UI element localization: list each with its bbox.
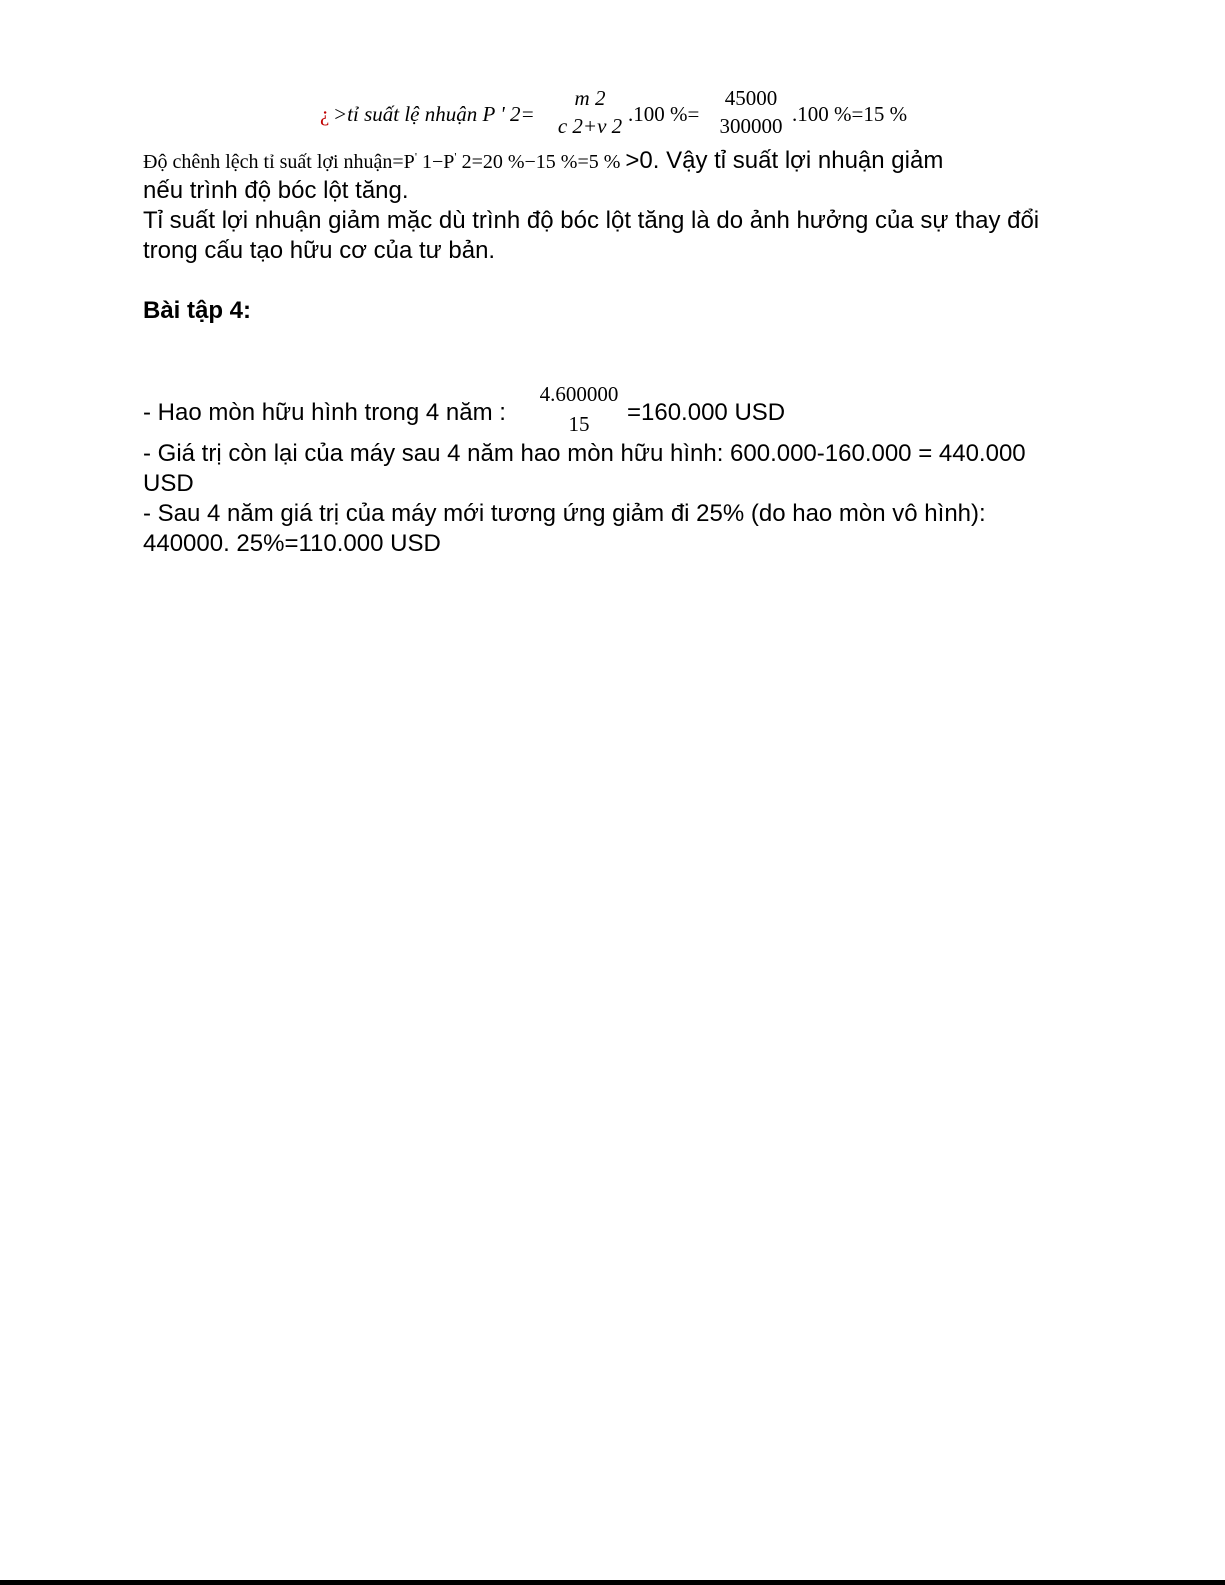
paragraph-line: trong cấu tạo hữu cơ của tư bản. [143,237,496,264]
fraction-denominator: 15 [568,412,590,436]
difference-formula-lhs: Độ chênh lệch tỉ suất lợi nhuận=P [143,151,415,173]
fraction-denominator: 300000 [719,114,783,138]
exercise-heading: Bài tập 4: [143,297,252,324]
formula-mid: .100 %= [628,102,700,126]
prime-mark: ' [414,149,417,164]
garbled-mark: ¿ [320,102,330,126]
moral-depreciation-line: 440000. 25%=110.000 USD [143,530,441,557]
difference-formula [143,151,625,173]
fraction-numerator: m 2 [574,86,606,110]
fraction-numerator: 4.600000 [539,382,619,406]
item-prefix: - Hao mòn hữu hình trong 4 năm : [143,399,506,426]
formula-lhs: >tỉ suất lệ nhuận P ' 2= [333,102,535,126]
difference-conclusion: >0. Vậy tỉ suất lợi nhuận giảm [625,147,944,174]
paragraph-line: Tỉ suất lợi nhuận giảm mặc dù trình độ bóc lột tăng là do ảnh hưởng của sự thay đổi [143,207,1040,234]
paragraph-line: nếu trình độ bóc lột tăng. [143,177,409,204]
moral-depreciation-line: - Sau 4 năm giá trị của máy mới tương ứng giảm đi 25% (do hao mòn vô hình): [143,500,986,527]
formula-rhs: .100 %=15 % [792,102,908,126]
residual-value-line: USD [143,470,194,497]
residual-value-line: - Giá trị còn lại của máy sau 4 năm hao mòn hữu hình: 600.000-160.000 = 440.000 [143,440,1026,467]
prime-mark: ' [454,149,457,164]
fraction-denominator: c 2+v 2 [557,114,623,138]
difference-formula-rhs: 2=20 %−15 %=5 % [456,151,621,173]
fraction-45000-over-300000 [713,88,789,137]
profit-rate-difference-line [143,146,943,176]
item-suffix: =160.000 USD [627,399,786,426]
fraction-numerator: 45000 [724,86,778,110]
page-bottom-border [0,1580,1225,1585]
difference-formula-mid: 1−P [416,151,455,173]
fraction-m2-over-c2v2 [554,88,626,137]
fraction-4600000-over-15 [533,384,625,435]
